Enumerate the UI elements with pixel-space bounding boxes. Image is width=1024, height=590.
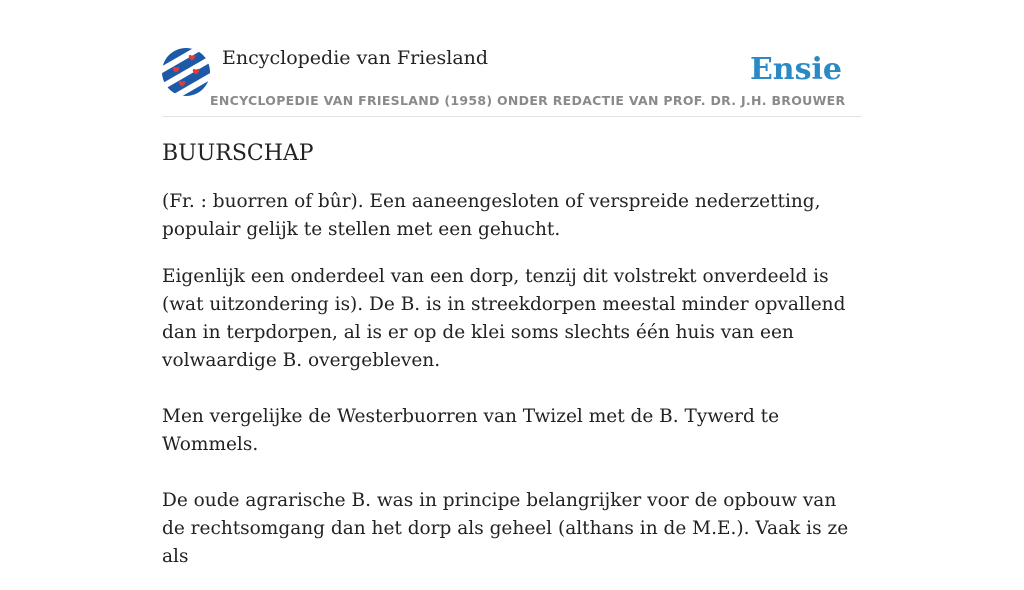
article-title: BUURSCHAP — [162, 141, 314, 166]
book-subtitle: ENCYCLOPEDIE VAN FRIESLAND (1958) ONDER REDACTIE VAN PROF. DR. J.H. BROUWER — [210, 93, 846, 108]
article-content — [162, 138, 852, 590]
ensie-brand-logo[interactable]: Ensie — [749, 52, 842, 87]
article-paragraph: Men vergelijke de Westerbuorren van Twizel met de B. Tywerd te Wommels. — [162, 406, 780, 455]
article-paragraph: Eigenlijk een onderdeel van een dorp, tenzij dit volstrekt onverdeeld is (wat uitzondering is). De B. is in streekdorpen meestal minder opvallend dan in terpdorpen, al is er op de klei soms slechts één huis van een volwaardige B. overgebleven. — [162, 266, 846, 371]
site-header — [162, 46, 862, 117]
book-title[interactable]: Encyclopedie van Friesland — [222, 47, 489, 69]
frisian-flag-logo-icon[interactable] — [162, 48, 210, 96]
article-paragraph: (Fr. : buorren of bûr). Een aaneengesloten of verspreide nederzetting, populair gelijk te stellen met een gehucht. — [162, 191, 821, 240]
article-paragraph: De oude agrarische B. was in principe belangrijker voor de opbouw van de rechtsomgang dan het dorp als geheel (althans in de M.E.). Vaak is ze als — [162, 490, 849, 567]
